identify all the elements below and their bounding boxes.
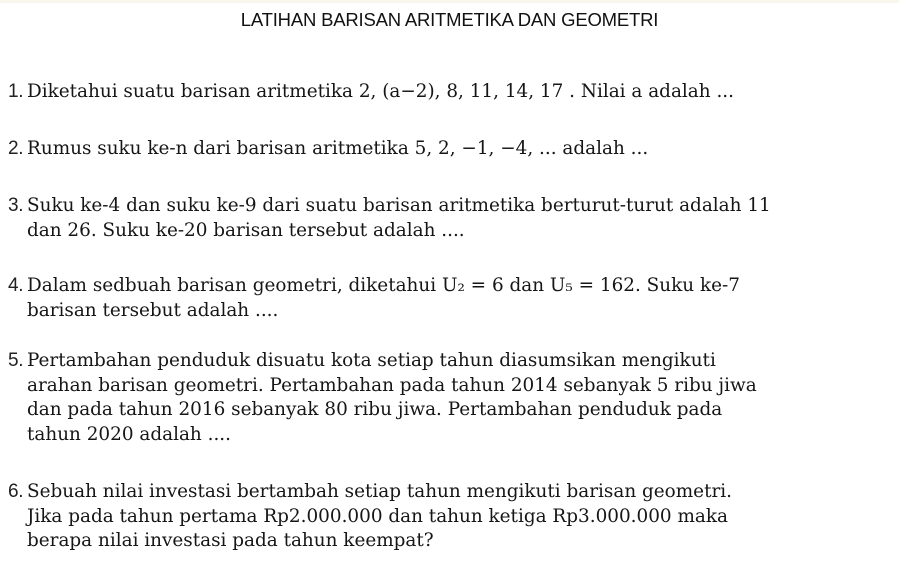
question-number: 3.	[8, 195, 24, 216]
question-number: 1.	[8, 81, 24, 102]
question-6	[8, 480, 888, 554]
question-4	[8, 274, 888, 323]
question-text-line: dan pada tahun 2016 sebanyak 80 ribu jiwa. Pertambahan penduduk pada	[27, 399, 723, 420]
question-text-line: Pertambahan penduduk disuatu kota setiap tahun diasumsikan mengikuti	[27, 350, 716, 371]
question-text-line: Sebuah nilai investasi bertambah setiap tahun mengikuti barisan geometri.	[27, 481, 732, 502]
top-edge-strip	[0, 0, 899, 3]
question-text-line: barisan tersebut adalah ....	[27, 299, 279, 321]
question-text-line: dan 26. Suku ke-20 barisan tersebut adalah ....	[27, 219, 465, 241]
question-text-line: Suku ke-4 dan suku ke-9 dari suatu barisan aritmetika berturut-turut adalah 11	[27, 195, 771, 216]
question-text-line: Rumus suku ke-n dari barisan aritmetika 5, 2, −1, −4, ... adalah ...	[27, 138, 649, 159]
question-text-line: Diketahui suatu barisan aritmetika 2, (a−2), 8, 11, 14, 17 . Nilai a adalah ...	[27, 81, 734, 102]
page-title: LATIHAN BARISAN ARITMETIKA DAN GEOMETRI	[240, 9, 659, 30]
question-2	[8, 137, 888, 162]
question-number: 4.	[8, 275, 24, 296]
question-text-line: arahan barisan geometri. Pertambahan pada tahun 2014 sebanyak 5 ribu jiwa	[27, 374, 757, 396]
question-number: 2.	[8, 138, 24, 159]
question-text-line: Dalam sedbuah barisan geometri, diketahui U₂ = 6 dan U₅ = 162. Suku ke-7	[27, 275, 740, 296]
question-3	[8, 194, 888, 243]
question-text-line: berapa nilai investasi pada tahun keempat?	[27, 530, 434, 551]
question-text-line: Jika pada tahun pertama Rp2.000.000 dan tahun ketiga Rp3.000.000 maka	[27, 505, 728, 527]
question-number: 6.	[8, 481, 24, 502]
question-1	[8, 80, 888, 105]
question-text-line: tahun 2020 adalah ....	[27, 423, 232, 445]
question-number: 5.	[8, 350, 24, 371]
question-5	[8, 349, 888, 447]
